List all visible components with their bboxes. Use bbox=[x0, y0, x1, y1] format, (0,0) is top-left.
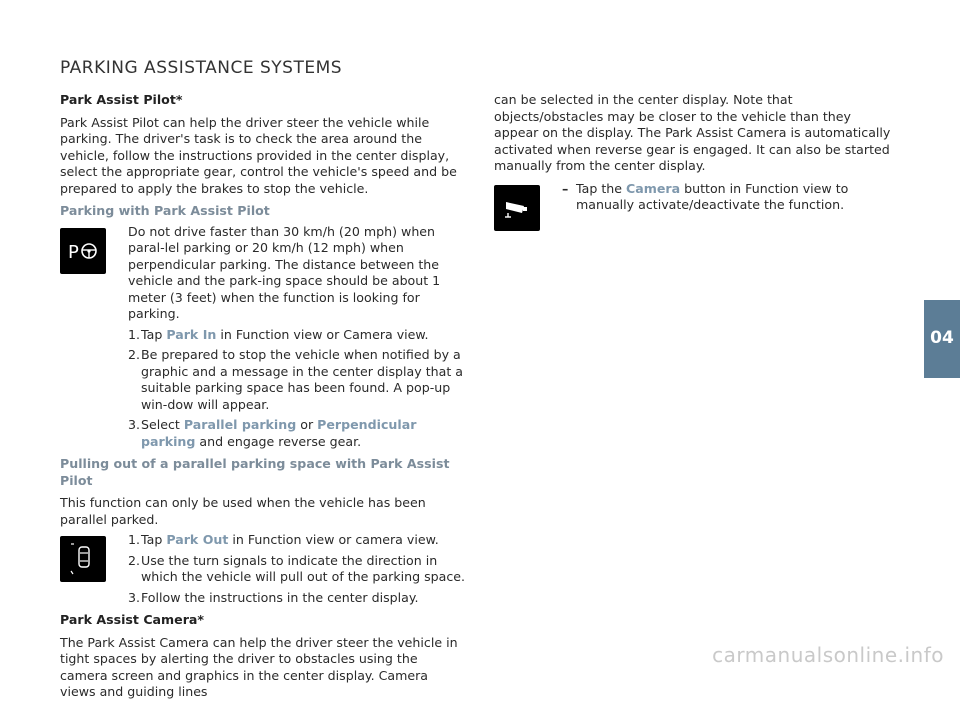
park-out-keyword: Park Out bbox=[166, 532, 229, 547]
pullout-step: 1. Tap Park Out in Function view or camera view. bbox=[128, 532, 439, 547]
pilot-intro: Park Assist Pilot can help the driver steer the vehicle while parking. The driver's task is to check the area around the vehicle, follow the instructions provided in the center display, select the appropriate gear, control the vehicle's speed and be prepared to apply the brakes to stop the vehicle. bbox=[60, 114, 457, 196]
chapter-tab[interactable] bbox=[924, 300, 960, 378]
parking-step: 3. Select Parallel parking or Perpendicular parking and engage reverse gear. bbox=[128, 417, 417, 449]
park-in-keyword: Park In bbox=[166, 326, 217, 342]
page-title: PARKING ASSISTANCE SYSTEMS bbox=[60, 58, 343, 78]
park-assist-pilot-icon bbox=[60, 228, 106, 274]
camera-heading: Park Assist Camera* bbox=[60, 612, 205, 627]
pullout-section bbox=[60, 532, 466, 606]
pullout-intro: This function can only be used when the vehicle has been parallel parked. bbox=[60, 495, 426, 527]
parking-step: 1. Tap Park In in Function view or Camera view. bbox=[128, 326, 429, 342]
park-out-icon bbox=[60, 536, 106, 582]
chapter-number: 04 bbox=[930, 328, 954, 348]
perpendicular-parking-keyword: Perpendicular parking bbox=[141, 417, 417, 449]
camera-intro: The Park Assist Camera can help the driver steer the vehicle in tight spaces by alerting the driver to obstacles using the camera screen and graphics in the center display. Camera views and guiding lines bbox=[60, 634, 458, 699]
parking-heading: Parking with Park Assist Pilot bbox=[60, 203, 270, 218]
pullout-step: 2. Use the turn signals to indicate the direction in which the vehicle will pull out of the parking space. bbox=[128, 552, 466, 584]
camera-bullet: – Tap the Camera button in Function view to manually activate/deactivate the function. bbox=[562, 180, 849, 212]
camera-continuation: can be selected in the center display. Note that objects/obstacles may be closer to the vehicle than they appear on the display. The Park Assist Camera is automatically activated when reverse gear is engaged. It can also be started manually from the center display. bbox=[494, 92, 891, 173]
parking-step: 2. Be prepared to stop the vehicle when notified by a graphic and a message in the center display that a suitable parking space has been found. A pop-up win-dow will appear. bbox=[128, 347, 464, 412]
watermark: carmanualsonline.info bbox=[712, 643, 944, 667]
camera-section bbox=[494, 181, 898, 214]
parallel-parking-keyword: Parallel parking bbox=[183, 417, 297, 432]
camera-keyword: Camera bbox=[626, 180, 681, 196]
pullout-heading: Pulling out of a parallel parking space with Park Assist Pilot bbox=[60, 456, 450, 488]
camera-icon bbox=[494, 185, 540, 231]
parking-description: Do not drive faster than 30 km/h (20 mph) when paral-lel parking or 20 km/h (12 mph) when perpendicular parking. The distance between the vehicle and the park-ing space should be about 1 meter (3 feet) when the function is looking for parking. bbox=[128, 223, 441, 321]
parking-section bbox=[60, 224, 466, 451]
pilot-heading: Park Assist Pilot* bbox=[60, 92, 183, 107]
svg-text:P: P bbox=[68, 241, 79, 262]
left-column bbox=[60, 92, 466, 701]
right-column bbox=[494, 92, 898, 214]
pullout-step: 3. Follow the instructions in the center display. bbox=[128, 589, 419, 605]
